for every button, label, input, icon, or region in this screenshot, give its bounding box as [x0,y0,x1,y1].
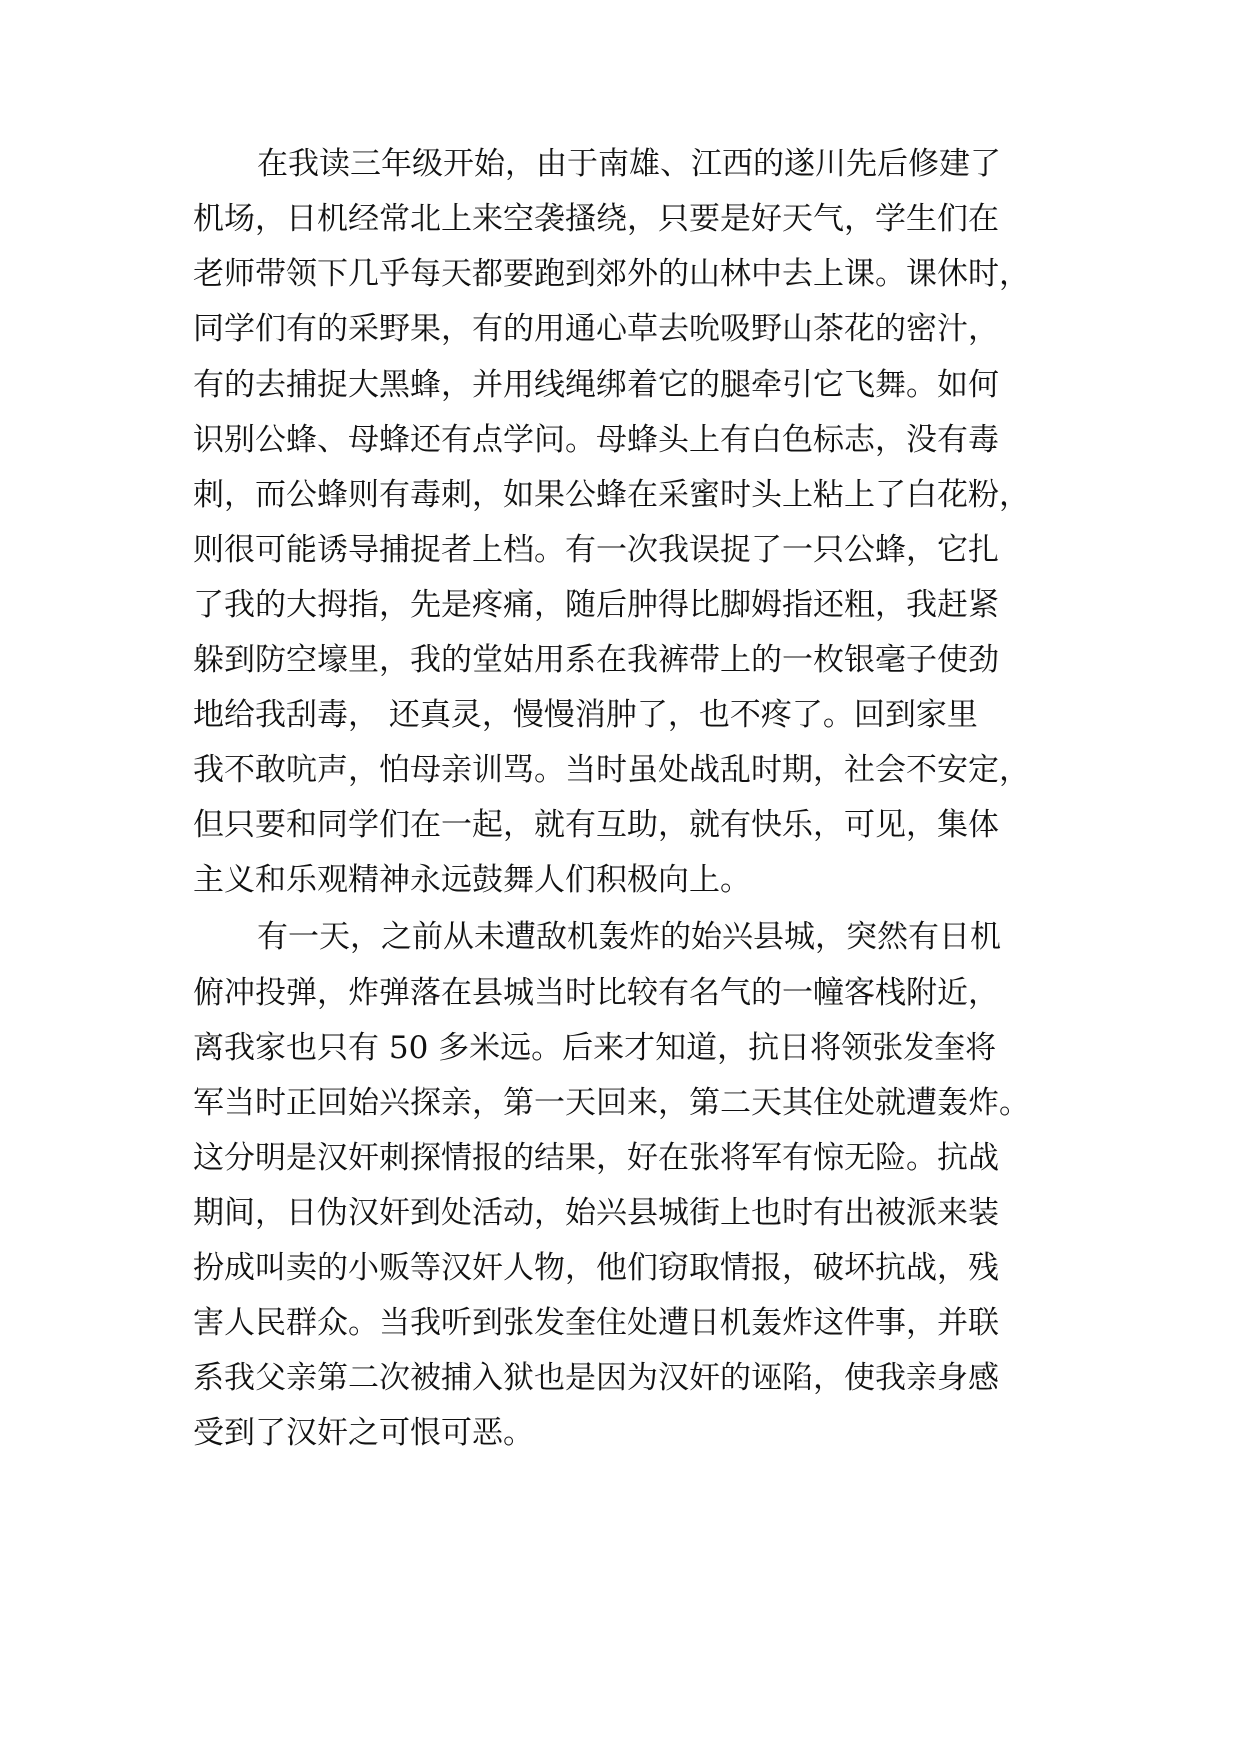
paragraph-2-line-8: 害人民群众。当我听到张发奎住处遭日机轰炸这件事，并联 [193,1305,999,1341]
paragraph-2-line-10: 受到了汉奸之可恨可恶。 [193,1415,534,1451]
paragraph-1-line-10: 躲到防空壕里，我的堂姑用系在我裤带上的一枚银毫子使劲 [193,642,999,678]
paragraph-2-line-3: 离我家也只有 50 多米远。后来才知道，抗日将领张发奎将 [193,1030,997,1066]
paragraph-2-line-4: 军当时正回始兴探亲，第一天回来，第二天其住处就遭轰炸。 [193,1085,1030,1121]
paragraph-1-line-6: 识别公蜂、母蜂还有点学问。母蜂头上有白色标志，没有毒 [193,422,999,458]
paragraph-1-line-14: 主义和乐观精神永远鼓舞人们积极向上。 [193,862,751,898]
paragraph-1-line-8: 则很可能诱导捕捉者上档。有一次我误捉了一只公蜂，它扎 [193,532,999,568]
paragraph-1-line-2: 机场，日机经常北上来空袭搔绕，只要是好天气，学生们在 [193,201,999,237]
paragraph-1-line-9: 了我的大拇指，先是疼痛，随后肿得比脚姆指还粗，我赶紧 [193,587,999,623]
paragraph-2-line-9: 系我父亲第二次被捕入狱也是因为汉奸的诬陷，使我亲身感 [193,1360,999,1396]
paragraph-1-line-1: 在我读三年级开始，由于南雄、江西的遂川先后修建了 [257,146,1001,182]
paragraph-1-line-11: 地给我刮毒， 还真灵，慢慢消肿了，也不疼了。回到家里 [193,697,978,733]
paragraph-1-line-4: 同学们有的采野果，有的用通心草去吮吸野山茶花的密汁， [193,311,999,347]
paragraph-2-line-7: 扮成叫卖的小贩等汉奸人物，他们窃取情报，破坏抗战，残 [193,1250,999,1286]
paragraph-1-line-13: 但只要和同学们在一起，就有互助，就有快乐，可见，集体 [193,807,999,843]
paragraph-2-line-5: 这分明是汉奸刺探情报的结果，好在张将军有惊无险。抗战 [193,1140,999,1176]
paragraph-2-line-6: 期间，日伪汉奸到处活动，始兴县城街上也时有出被派来装 [193,1195,999,1231]
paragraph-1-line-3: 老师带领下几乎每天都要跑到郊外的山林中去上课。课休时， [193,256,1030,292]
paragraph-2-line-1: 有一天，之前从未遭敌机轰炸的始兴县城，突然有日机 [257,919,1001,955]
paragraph-1-line-5: 有的去捕捉大黑蜂，并用线绳绑着它的腿牵引它飞舞。如何 [193,367,999,403]
paragraph-1-line-12: 我不敢吭声，怕母亲训骂。当时虽处战乱时期，社会不安定， [193,752,1030,788]
paragraph-2-line-2: 俯冲投弹，炸弹落在县城当时比较有名气的一幢客栈附近， [193,975,999,1011]
paragraph-1-line-7: 刺，而公蜂则有毒刺，如果公蜂在采蜜时头上粘上了白花粉， [193,477,1030,513]
